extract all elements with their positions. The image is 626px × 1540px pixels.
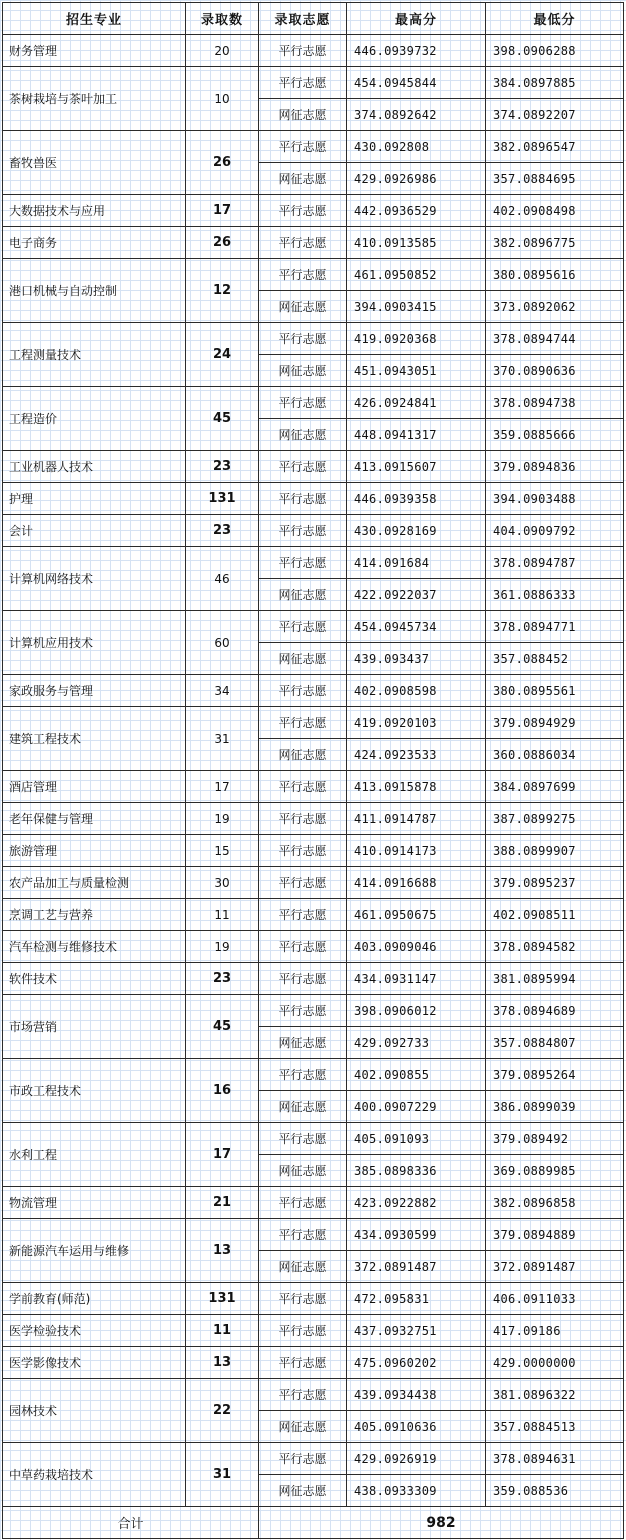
table-row — [3, 899, 624, 931]
min-score: 378.0894787 — [486, 547, 624, 579]
max-score: 419.0920368 — [347, 323, 486, 355]
min-score: 374.0892207 — [486, 99, 624, 131]
max-score: 398.0906012 — [347, 995, 486, 1027]
volunteer-type: 网征志愿 — [259, 163, 347, 195]
admission-count: 17 — [186, 1123, 259, 1187]
volunteer-type: 平行志愿 — [259, 1443, 347, 1475]
major-name: 工程造价 — [3, 387, 186, 451]
volunteer-type: 平行志愿 — [259, 227, 347, 259]
admission-count: 10 — [186, 67, 259, 131]
volunteer-type: 平行志愿 — [259, 771, 347, 803]
max-score: 429.0926986 — [347, 163, 486, 195]
table-row — [3, 1059, 624, 1091]
major-name: 医学检验技术 — [3, 1315, 186, 1347]
min-score: 406.0911033 — [486, 1283, 624, 1315]
admission-count: 19 — [186, 803, 259, 835]
table-row — [3, 771, 624, 803]
min-score: 357.0884513 — [486, 1411, 624, 1443]
min-score: 380.0895616 — [486, 259, 624, 291]
min-score: 379.0895264 — [486, 1059, 624, 1091]
max-score: 414.0916688 — [347, 867, 486, 899]
major-name: 计算机网络技术 — [3, 547, 186, 611]
max-score: 402.0908598 — [347, 675, 486, 707]
volunteer-type: 平行志愿 — [259, 899, 347, 931]
max-score: 385.0898336 — [347, 1155, 486, 1187]
min-score: 381.0896322 — [486, 1379, 624, 1411]
admission-count: 60 — [186, 611, 259, 675]
volunteer-type: 平行志愿 — [259, 67, 347, 99]
major-name: 汽车检测与维修技术 — [3, 931, 186, 963]
table-row — [3, 515, 624, 547]
min-score: 382.0896547 — [486, 131, 624, 163]
max-score: 461.0950852 — [347, 259, 486, 291]
max-score: 413.0915878 — [347, 771, 486, 803]
volunteer-type: 平行志愿 — [259, 867, 347, 899]
min-score: 402.0908498 — [486, 195, 624, 227]
table-row — [3, 963, 624, 995]
max-score: 446.0939732 — [347, 35, 486, 67]
volunteer-type: 网征志愿 — [259, 1411, 347, 1443]
table-row — [3, 803, 624, 835]
volunteer-type: 平行志愿 — [259, 1283, 347, 1315]
major-name: 园林技术 — [3, 1379, 186, 1443]
volunteer-type: 平行志愿 — [259, 131, 347, 163]
max-score: 405.091093 — [347, 1123, 486, 1155]
total-row — [3, 1507, 624, 1539]
table-body — [3, 35, 624, 1507]
table-row — [3, 451, 624, 483]
major-name: 建筑工程技术 — [3, 707, 186, 771]
min-score: 379.0894929 — [486, 707, 624, 739]
volunteer-type: 网征志愿 — [259, 1155, 347, 1187]
min-score: 357.0884695 — [486, 163, 624, 195]
admission-count: 131 — [186, 1283, 259, 1315]
admission-count: 45 — [186, 995, 259, 1059]
min-score: 417.09186 — [486, 1315, 624, 1347]
major-name: 工业机器人技术 — [3, 451, 186, 483]
admission-count: 23 — [186, 451, 259, 483]
max-score: 430.0928169 — [347, 515, 486, 547]
max-score: 439.0934438 — [347, 1379, 486, 1411]
major-name: 工程测量技术 — [3, 323, 186, 387]
major-name: 畜牧兽医 — [3, 131, 186, 195]
major-name: 烹调工艺与营养 — [3, 899, 186, 931]
volunteer-type: 平行志愿 — [259, 195, 347, 227]
min-score: 378.0894631 — [486, 1443, 624, 1475]
max-score: 439.093437 — [347, 643, 486, 675]
max-score: 438.0933309 — [347, 1475, 486, 1507]
max-score: 422.0922037 — [347, 579, 486, 611]
table-row — [3, 35, 624, 67]
volunteer-type: 网征志愿 — [259, 1251, 347, 1283]
volunteer-type: 平行志愿 — [259, 547, 347, 579]
volunteer-type: 平行志愿 — [259, 963, 347, 995]
max-score: 410.0914173 — [347, 835, 486, 867]
max-score: 475.0960202 — [347, 1347, 486, 1379]
admission-count: 26 — [186, 227, 259, 259]
table-row — [3, 1315, 624, 1347]
header-min-score: 最低分 — [486, 3, 624, 35]
volunteer-type: 平行志愿 — [259, 1123, 347, 1155]
table-row — [3, 867, 624, 899]
admission-count: 13 — [186, 1347, 259, 1379]
volunteer-type: 平行志愿 — [259, 803, 347, 835]
max-score: 448.0941317 — [347, 419, 486, 451]
major-name: 物流管理 — [3, 1187, 186, 1219]
min-score: 379.089492 — [486, 1123, 624, 1155]
admission-count: 11 — [186, 1315, 259, 1347]
header-volunteer: 录取志愿 — [259, 3, 347, 35]
min-score: 384.0897699 — [486, 771, 624, 803]
admission-count: 12 — [186, 259, 259, 323]
volunteer-type: 平行志愿 — [259, 611, 347, 643]
major-name: 市场营销 — [3, 995, 186, 1059]
admission-count: 22 — [186, 1379, 259, 1443]
min-score: 379.0894836 — [486, 451, 624, 483]
total-value: 982 — [259, 1507, 624, 1539]
major-name: 大数据技术与应用 — [3, 195, 186, 227]
admission-count: 17 — [186, 771, 259, 803]
min-score: 382.0896858 — [486, 1187, 624, 1219]
header-row — [3, 3, 624, 35]
admission-count: 30 — [186, 867, 259, 899]
max-score: 472.095831 — [347, 1283, 486, 1315]
major-name: 酒店管理 — [3, 771, 186, 803]
volunteer-type: 网征志愿 — [259, 643, 347, 675]
max-score: 429.092733 — [347, 1027, 486, 1059]
min-score: 373.0892062 — [486, 291, 624, 323]
min-score: 378.0894689 — [486, 995, 624, 1027]
volunteer-type: 平行志愿 — [259, 995, 347, 1027]
admission-count: 13 — [186, 1219, 259, 1283]
admission-count: 15 — [186, 835, 259, 867]
min-score: 357.0884807 — [486, 1027, 624, 1059]
min-score: 361.0886333 — [486, 579, 624, 611]
min-score: 370.0890636 — [486, 355, 624, 387]
major-name: 电子商务 — [3, 227, 186, 259]
admission-count: 23 — [186, 515, 259, 547]
min-score: 378.0894738 — [486, 387, 624, 419]
min-score: 380.0895561 — [486, 675, 624, 707]
header-max-score: 最高分 — [347, 3, 486, 35]
max-score: 434.0931147 — [347, 963, 486, 995]
major-name: 老年保健与管理 — [3, 803, 186, 835]
volunteer-type: 平行志愿 — [259, 1315, 347, 1347]
volunteer-type: 平行志愿 — [259, 387, 347, 419]
volunteer-type: 平行志愿 — [259, 1059, 347, 1091]
volunteer-type: 平行志愿 — [259, 835, 347, 867]
table-row — [3, 1347, 624, 1379]
volunteer-type: 网征志愿 — [259, 1091, 347, 1123]
volunteer-type: 平行志愿 — [259, 1219, 347, 1251]
volunteer-type: 平行志愿 — [259, 259, 347, 291]
max-score: 429.0926919 — [347, 1443, 486, 1475]
volunteer-type: 平行志愿 — [259, 931, 347, 963]
table-row — [3, 67, 624, 99]
admission-table — [2, 2, 624, 1539]
volunteer-type: 平行志愿 — [259, 515, 347, 547]
admission-count: 45 — [186, 387, 259, 451]
max-score: 437.0932751 — [347, 1315, 486, 1347]
table-row — [3, 131, 624, 163]
min-score: 379.0894889 — [486, 1219, 624, 1251]
min-score: 369.0889985 — [486, 1155, 624, 1187]
volunteer-type: 网征志愿 — [259, 579, 347, 611]
table-row — [3, 835, 624, 867]
header-major: 招生专业 — [3, 3, 186, 35]
table-row — [3, 323, 624, 355]
min-score: 359.088536 — [486, 1475, 624, 1507]
table-row — [3, 259, 624, 291]
volunteer-type: 平行志愿 — [259, 1187, 347, 1219]
header-count: 录取数 — [186, 3, 259, 35]
min-score: 381.0895994 — [486, 963, 624, 995]
max-score: 374.0892642 — [347, 99, 486, 131]
min-score: 378.0894771 — [486, 611, 624, 643]
volunteer-type: 平行志愿 — [259, 35, 347, 67]
admission-count: 46 — [186, 547, 259, 611]
volunteer-type: 网征志愿 — [259, 1475, 347, 1507]
major-name: 计算机应用技术 — [3, 611, 186, 675]
volunteer-type: 网征志愿 — [259, 99, 347, 131]
min-score: 360.0886034 — [486, 739, 624, 771]
max-score: 461.0950675 — [347, 899, 486, 931]
volunteer-type: 网征志愿 — [259, 291, 347, 323]
min-score: 394.0903488 — [486, 483, 624, 515]
volunteer-type: 网征志愿 — [259, 739, 347, 771]
major-name: 财务管理 — [3, 35, 186, 67]
table-row — [3, 547, 624, 579]
max-score: 394.0903415 — [347, 291, 486, 323]
max-score: 451.0943051 — [347, 355, 486, 387]
min-score: 378.0894582 — [486, 931, 624, 963]
table-row — [3, 1187, 624, 1219]
admission-count: 31 — [186, 1443, 259, 1507]
major-name: 软件技术 — [3, 963, 186, 995]
table-row — [3, 1219, 624, 1251]
major-name: 家政服务与管理 — [3, 675, 186, 707]
max-score: 411.0914787 — [347, 803, 486, 835]
volunteer-type: 网征志愿 — [259, 419, 347, 451]
major-name: 会计 — [3, 515, 186, 547]
table-row — [3, 1379, 624, 1411]
table-row — [3, 195, 624, 227]
table-row — [3, 227, 624, 259]
admission-count: 16 — [186, 1059, 259, 1123]
major-name: 水利工程 — [3, 1123, 186, 1187]
major-name: 港口机械与自动控制 — [3, 259, 186, 323]
total-label: 合计 — [3, 1507, 259, 1539]
min-score: 378.0894744 — [486, 323, 624, 355]
max-score: 423.0922882 — [347, 1187, 486, 1219]
table-row — [3, 995, 624, 1027]
min-score: 384.0897885 — [486, 67, 624, 99]
max-score: 424.0923533 — [347, 739, 486, 771]
volunteer-type: 网征志愿 — [259, 355, 347, 387]
min-score: 398.0906288 — [486, 35, 624, 67]
major-name: 农产品加工与质量检测 — [3, 867, 186, 899]
volunteer-type: 平行志愿 — [259, 323, 347, 355]
major-name: 新能源汽车运用与维修 — [3, 1219, 186, 1283]
max-score: 414.091684 — [347, 547, 486, 579]
major-name: 旅游管理 — [3, 835, 186, 867]
volunteer-type: 平行志愿 — [259, 675, 347, 707]
max-score: 400.0907229 — [347, 1091, 486, 1123]
volunteer-type: 平行志愿 — [259, 707, 347, 739]
table-row — [3, 1123, 624, 1155]
admission-count: 26 — [186, 131, 259, 195]
table-row — [3, 483, 624, 515]
admission-count: 17 — [186, 195, 259, 227]
admission-count: 20 — [186, 35, 259, 67]
volunteer-type: 网征志愿 — [259, 1027, 347, 1059]
max-score: 405.0910636 — [347, 1411, 486, 1443]
major-name: 医学影像技术 — [3, 1347, 186, 1379]
table-row — [3, 931, 624, 963]
admission-count: 19 — [186, 931, 259, 963]
admission-count: 31 — [186, 707, 259, 771]
min-score: 386.0899039 — [486, 1091, 624, 1123]
admission-count: 23 — [186, 963, 259, 995]
max-score: 413.0915607 — [347, 451, 486, 483]
table-row — [3, 707, 624, 739]
max-score: 454.0945844 — [347, 67, 486, 99]
min-score: 372.0891487 — [486, 1251, 624, 1283]
volunteer-type: 平行志愿 — [259, 451, 347, 483]
min-score: 402.0908511 — [486, 899, 624, 931]
min-score: 359.0885666 — [486, 419, 624, 451]
max-score: 419.0920103 — [347, 707, 486, 739]
max-score: 434.0930599 — [347, 1219, 486, 1251]
max-score: 442.0936529 — [347, 195, 486, 227]
admission-count: 34 — [186, 675, 259, 707]
admission-count: 21 — [186, 1187, 259, 1219]
major-name: 茶树栽培与茶叶加工 — [3, 67, 186, 131]
admission-count: 24 — [186, 323, 259, 387]
max-score: 372.0891487 — [347, 1251, 486, 1283]
table-row — [3, 611, 624, 643]
major-name: 学前教育(师范) — [3, 1283, 186, 1315]
volunteer-type: 平行志愿 — [259, 483, 347, 515]
min-score: 429.0000000 — [486, 1347, 624, 1379]
major-name: 护理 — [3, 483, 186, 515]
max-score: 426.0924841 — [347, 387, 486, 419]
max-score: 410.0913585 — [347, 227, 486, 259]
admission-count: 11 — [186, 899, 259, 931]
admission-count: 131 — [186, 483, 259, 515]
volunteer-type: 平行志愿 — [259, 1347, 347, 1379]
min-score: 387.0899275 — [486, 803, 624, 835]
min-score: 388.0899907 — [486, 835, 624, 867]
max-score: 402.090855 — [347, 1059, 486, 1091]
table-row — [3, 1283, 624, 1315]
major-name: 中草药栽培技术 — [3, 1443, 186, 1507]
volunteer-type: 平行志愿 — [259, 1379, 347, 1411]
table-row — [3, 1443, 624, 1475]
max-score: 446.0939358 — [347, 483, 486, 515]
table-row — [3, 387, 624, 419]
max-score: 454.0945734 — [347, 611, 486, 643]
major-name: 市政工程技术 — [3, 1059, 186, 1123]
table-row — [3, 675, 624, 707]
max-score: 403.0909046 — [347, 931, 486, 963]
min-score: 404.0909792 — [486, 515, 624, 547]
max-score: 430.092808 — [347, 131, 486, 163]
min-score: 382.0896775 — [486, 227, 624, 259]
min-score: 379.0895237 — [486, 867, 624, 899]
min-score: 357.088452 — [486, 643, 624, 675]
